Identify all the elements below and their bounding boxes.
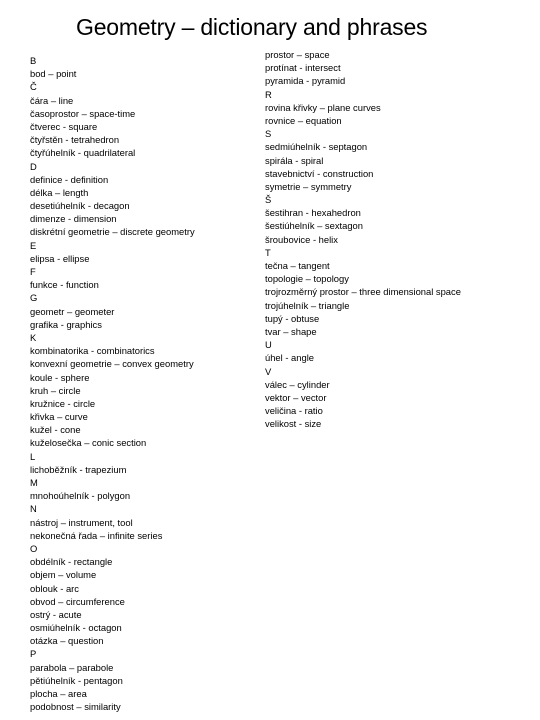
dictionary-entry: M <box>30 477 38 488</box>
dictionary-entry: definice - definition <box>30 173 109 185</box>
dictionary-entry: K <box>30 331 37 343</box>
dictionary-entry: elipsa - ellipse <box>30 252 90 264</box>
dictionary-entry: bod – point <box>30 68 77 80</box>
dictionary-entry: S <box>265 128 272 140</box>
dictionary-entry: tupý - obtuse <box>265 312 320 324</box>
dictionary-entry: geometr – geometer <box>30 305 115 317</box>
dictionary-entry: čtyřstěn - tetrahedron <box>30 134 120 146</box>
dictionary-entry: čára – line <box>30 94 74 106</box>
dictionary-entry: F <box>30 266 36 277</box>
dictionary-entry: konvexní geometrie – convex geometry <box>30 358 194 370</box>
dictionary-entry: pětiúhelník - pentagon <box>30 674 123 686</box>
dictionary-entry: veličina - ratio <box>265 405 323 417</box>
dictionary-entry: G <box>30 292 38 304</box>
dictionary-entry: N <box>30 503 37 515</box>
dictionary-entry: podobnost – similarity <box>30 701 121 713</box>
dictionary-entry: parabola – parabole <box>30 661 114 673</box>
page-title: Geometry – dictionary and phrases <box>76 14 428 40</box>
dictionary-entry: protínat - intersect <box>265 62 341 74</box>
dictionary-entry: časoprostor – space-time <box>30 107 136 119</box>
dictionary-entry: tvar – shape <box>265 325 317 337</box>
dictionary-entry: T <box>265 246 271 258</box>
dictionary-entry: křivka – curve <box>30 411 88 423</box>
dictionary-entry: nástroj – instrument, tool <box>30 516 133 528</box>
dictionary-entry: desetiúhelník - decagon <box>30 200 130 212</box>
dictionary-entry: Č <box>30 81 37 93</box>
dictionary-entry: kruh – circle <box>30 384 81 396</box>
dictionary-entry: stavebnictví - construction <box>265 167 374 179</box>
left-word-list <box>30 54 195 713</box>
dictionary-entry: oblouk - arc <box>30 582 79 594</box>
dictionary-entry: P <box>30 648 37 660</box>
dictionary-entry: mnohoúhelník - polygon <box>30 490 131 502</box>
dictionary-entry: O <box>30 542 38 554</box>
right-word-list <box>265 48 461 430</box>
dictionary-entry: šestiúhelník – sextagon <box>265 220 363 232</box>
dictionary-entry: spirála - spiral <box>265 154 324 166</box>
dictionary-entry: funkce - function <box>30 279 99 291</box>
dictionary-entry: prostor – space <box>265 49 330 60</box>
dictionary-entry: ostrý - acute <box>30 608 82 620</box>
dictionary-entry: šestihran - hexahedron <box>265 207 361 219</box>
dictionary-entry: R <box>265 88 272 100</box>
dictionary-entry: koule - sphere <box>30 371 90 383</box>
dictionary-entry: šroubovice - helix <box>265 233 338 245</box>
dictionary-entry: grafika - graphics <box>30 318 102 330</box>
dictionary-entry: vektor – vector <box>265 391 327 403</box>
dictionary-entry: obdélník - rectangle <box>30 556 113 568</box>
dictionary-entry: kombinatorika - combinatorics <box>30 345 155 357</box>
dictionary-entry: kuželosečka – conic section <box>30 437 147 449</box>
dictionary-entry: pyramida - pyramid <box>265 75 346 87</box>
dictionary-entry: V <box>265 365 272 377</box>
dictionary-entry: D <box>30 160 37 172</box>
dictionary-entry: velikost - size <box>265 418 322 430</box>
dictionary-entry: osmiúhelník - octagon <box>30 622 122 634</box>
dictionary-entry: trojrozměrný prostor – three dimensional space <box>265 286 461 298</box>
dictionary-entry: symetrie – symmetry <box>265 180 352 192</box>
dictionary-entry: otázka – question <box>30 635 104 647</box>
dictionary-entry: objem – volume <box>30 569 97 581</box>
dictionary-entry: délka – length <box>30 186 89 198</box>
dictionary-entry: trojúhelník – triangle <box>265 299 350 311</box>
dictionary-entry: E <box>30 239 37 251</box>
dictionary-entry: úhel - angle <box>265 352 314 364</box>
dictionary-entry: kužel - cone <box>30 424 81 436</box>
dictionary-entry: dimenze - dimension <box>30 213 117 225</box>
dictionary-entry: rovnice – equation <box>265 114 342 126</box>
dictionary-entry: tečna – tangent <box>265 260 330 271</box>
dictionary-entry: čtyřúhelník - quadrilateral <box>30 147 136 159</box>
dictionary-entry: sedmiúhelník - septagon <box>265 141 368 153</box>
dictionary-entry: čtverec - square <box>30 120 98 132</box>
dictionary-entry: B <box>30 55 37 66</box>
dictionary-entry: válec – cylinder <box>265 378 330 390</box>
dictionary-entry: lichoběžník - trapezium <box>30 463 127 475</box>
dictionary-entry: diskrétní geometrie – discrete geometry <box>30 226 195 238</box>
dictionary-entry: Š <box>265 194 272 206</box>
dictionary-entry: U <box>265 339 272 351</box>
dictionary-entry: rovina křivky – plane curves <box>265 101 381 113</box>
dictionary-entry: nekonečná řada – infinite series <box>30 529 163 541</box>
dictionary-entry: kružnice - circle <box>30 397 96 409</box>
dictionary-entry: topologie – topology <box>265 273 349 285</box>
dictionary-entry: L <box>30 450 36 462</box>
dictionary-entry: plocha – area <box>30 688 87 699</box>
dictionary-entry: obvod – circumference <box>30 595 125 607</box>
